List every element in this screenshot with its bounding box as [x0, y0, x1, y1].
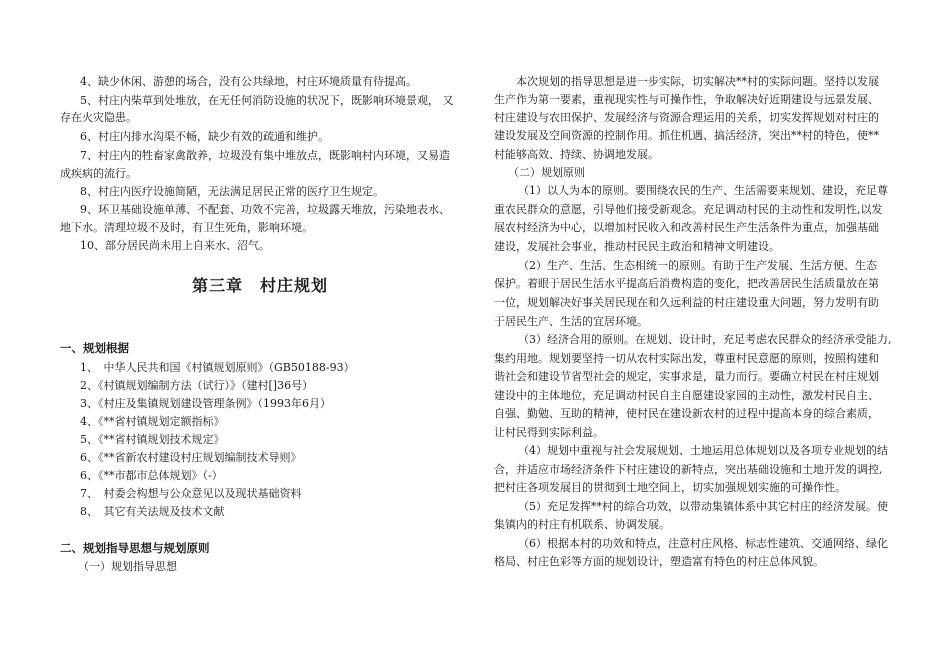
- paragraph-line: （2）生产、生活、生态相统一的原则。有助于生产发展、生活方便、生态: [518, 259, 877, 272]
- paragraph-line: 村能够高效、持续、协调地发展。: [494, 148, 659, 161]
- list-item-continuation: 地下水。清理垃圾不及时，有卫生死角，影响环境。: [60, 221, 313, 234]
- subsection-title: （二）规划原则: [508, 166, 585, 179]
- reference-item: 7、 村委会构想与公众意见以及现状基础资料: [80, 487, 302, 500]
- paragraph-line: 重农民群众的意愿，引导他们接受新观念。充足调动村民的主动性和发明性,以发: [494, 203, 883, 216]
- list-item: 10、部分居民尚未用上自来水、沼气。: [80, 239, 270, 252]
- paragraph-line: 村庄建设与农田保护、发展经济与资源合理运用的关系，切实发挥规划对村庄的: [494, 111, 879, 124]
- reference-item: 5、《**省村镇规划技术规定》: [80, 433, 225, 446]
- reference-item: 1、 中华人民共和国《村镇规划原则》（GB50188-93）: [80, 361, 355, 374]
- list-item: 8、村庄内医疗设施简陋，无法满足居民正常的医疗卫生规定。: [80, 185, 384, 198]
- reference-item: 6、《**市都市总体规划》（-）: [80, 469, 223, 482]
- paragraph-line: 集镇内的村庄有机联系、协调发展。: [494, 518, 670, 531]
- paragraph-line: 于居民生产、生活的宜居环境。: [494, 315, 648, 328]
- paragraph-line: 合，并适应市场经济条件下村庄建设的新特点，突出基础设施和土地开发的调控,: [494, 463, 883, 476]
- paragraph-line: 谐社会和建设节省型社会的规定，实事求是，量力而行。要确立村民在村庄规划: [494, 370, 879, 383]
- paragraph-line: 建设，发展社会事业，推动村民民主政治和精神文明建设。: [494, 240, 780, 253]
- paragraph-line: 让村民得到实际利益。: [494, 426, 604, 439]
- chapter-title: 第三章 村庄规划: [191, 276, 328, 295]
- paragraph-line: 展农村经济为中心，以增加村民收入和改善村民生产生活条件为重点，加强基础: [494, 221, 879, 234]
- list-item: 4、缺少休闲、游憩的场合，没有公共绿地，村庄环境质量有待提高。: [80, 75, 417, 88]
- reference-item: 6、《**省新农村建设村庄规划编制技术导则》: [80, 451, 302, 464]
- paragraph-line: 自强、勤勉、互助的精神，使村民在建设新农村的过程中提高本身的综合素质，: [494, 407, 879, 420]
- paragraph-line: （6）根据本村的功效和特点，注意村庄风格、标志性建筑、交通网络、绿化: [518, 537, 888, 550]
- paragraph-line: 保护。着眼于居民生活水平提高后消费构造的变化，把改善居民生活质量放在第: [494, 277, 879, 290]
- paragraph-line: （3）经济合用的原则。在规划、设计时，充足考虑农民群众的经济承受能力,: [518, 333, 892, 346]
- list-item: 7、村庄内的牲畜家禽散养，垃圾没有集中堆放点，既影响村内环境，又易造: [80, 149, 450, 162]
- paragraph-line: 集约用地。规划要坚持一切从农村实际出发，尊重村民意愿的原则，按照构建和: [494, 352, 879, 365]
- reference-item: 3、《村庄及集镇规划建设管理条例》（1993年6月）: [80, 397, 331, 410]
- paragraph-line: 生产作为第一要素，重视现实性与可操作性，争取解决好近期建设与远景发展、: [494, 93, 879, 106]
- paragraph-line: 格局、村庄色彩等方面的规划设计，塑造富有特色的村庄总体风貌。: [494, 555, 824, 568]
- paragraph-line: 一位，规划解决好事关居民现在和久远利益的村庄建设重大问题，努力发明有助: [494, 296, 879, 309]
- list-item-continuation: 成疾病的流行。: [60, 167, 137, 180]
- section-title: 二、规划指导思想与规划原则: [60, 541, 210, 555]
- reference-item: 4、《**省村镇规划定额指标》: [80, 415, 225, 428]
- paragraph-line: （4）规划中重视与社会发展规划、土地运用总体规划以及各项专业规划的结: [518, 444, 888, 457]
- section-title: 一、规划根据: [60, 341, 129, 355]
- subsection-title: （一）规划指导思想: [78, 560, 177, 573]
- paragraph-line: （1）以人为本的原则。要围绕农民的生产、生活需要来规划、建设，充足尊: [518, 184, 888, 197]
- paragraph-line: 把村庄各项发展目的贯彻到土地空间上，切实加强规划实施的可操作性。: [494, 481, 846, 494]
- paragraph-line: 本次规划的指导思想是进一步实际，切实解决**村的实际问题。坚持以发展: [516, 75, 879, 88]
- list-item-continuation: 存在火灾隐患。: [60, 111, 137, 124]
- list-item: 6、村庄内排水沟渠不畅，缺少有效的疏通和维护。: [80, 130, 329, 143]
- reference-item: 8、 其它有关法规及技术文献: [80, 505, 225, 518]
- paragraph-line: 建设发展及空间资源的控制作用。抓住机遇、搞活经济，突出**村的特色，使**: [494, 129, 879, 142]
- list-item: 9、环卫基础设施单薄、不配套、功效不完善，垃圾露天堆放，污染地表水、: [80, 203, 450, 216]
- reference-item: 2、《村镇规划编制方法（试行）》（建村[]36号）: [80, 379, 314, 392]
- paragraph-line: （5）充足发挥**村的综合功效，以带动集镇体系中其它村庄的经济发展。使: [518, 500, 888, 513]
- list-item: 5、村庄内柴草到处堆放，在无任何消防设施的状况下，既影响环境景观， 又: [80, 94, 454, 107]
- paragraph-line: 建设中的主体地位，充足调动村民自主自愿建设家园的主动性，激发村民自主、: [494, 389, 879, 402]
